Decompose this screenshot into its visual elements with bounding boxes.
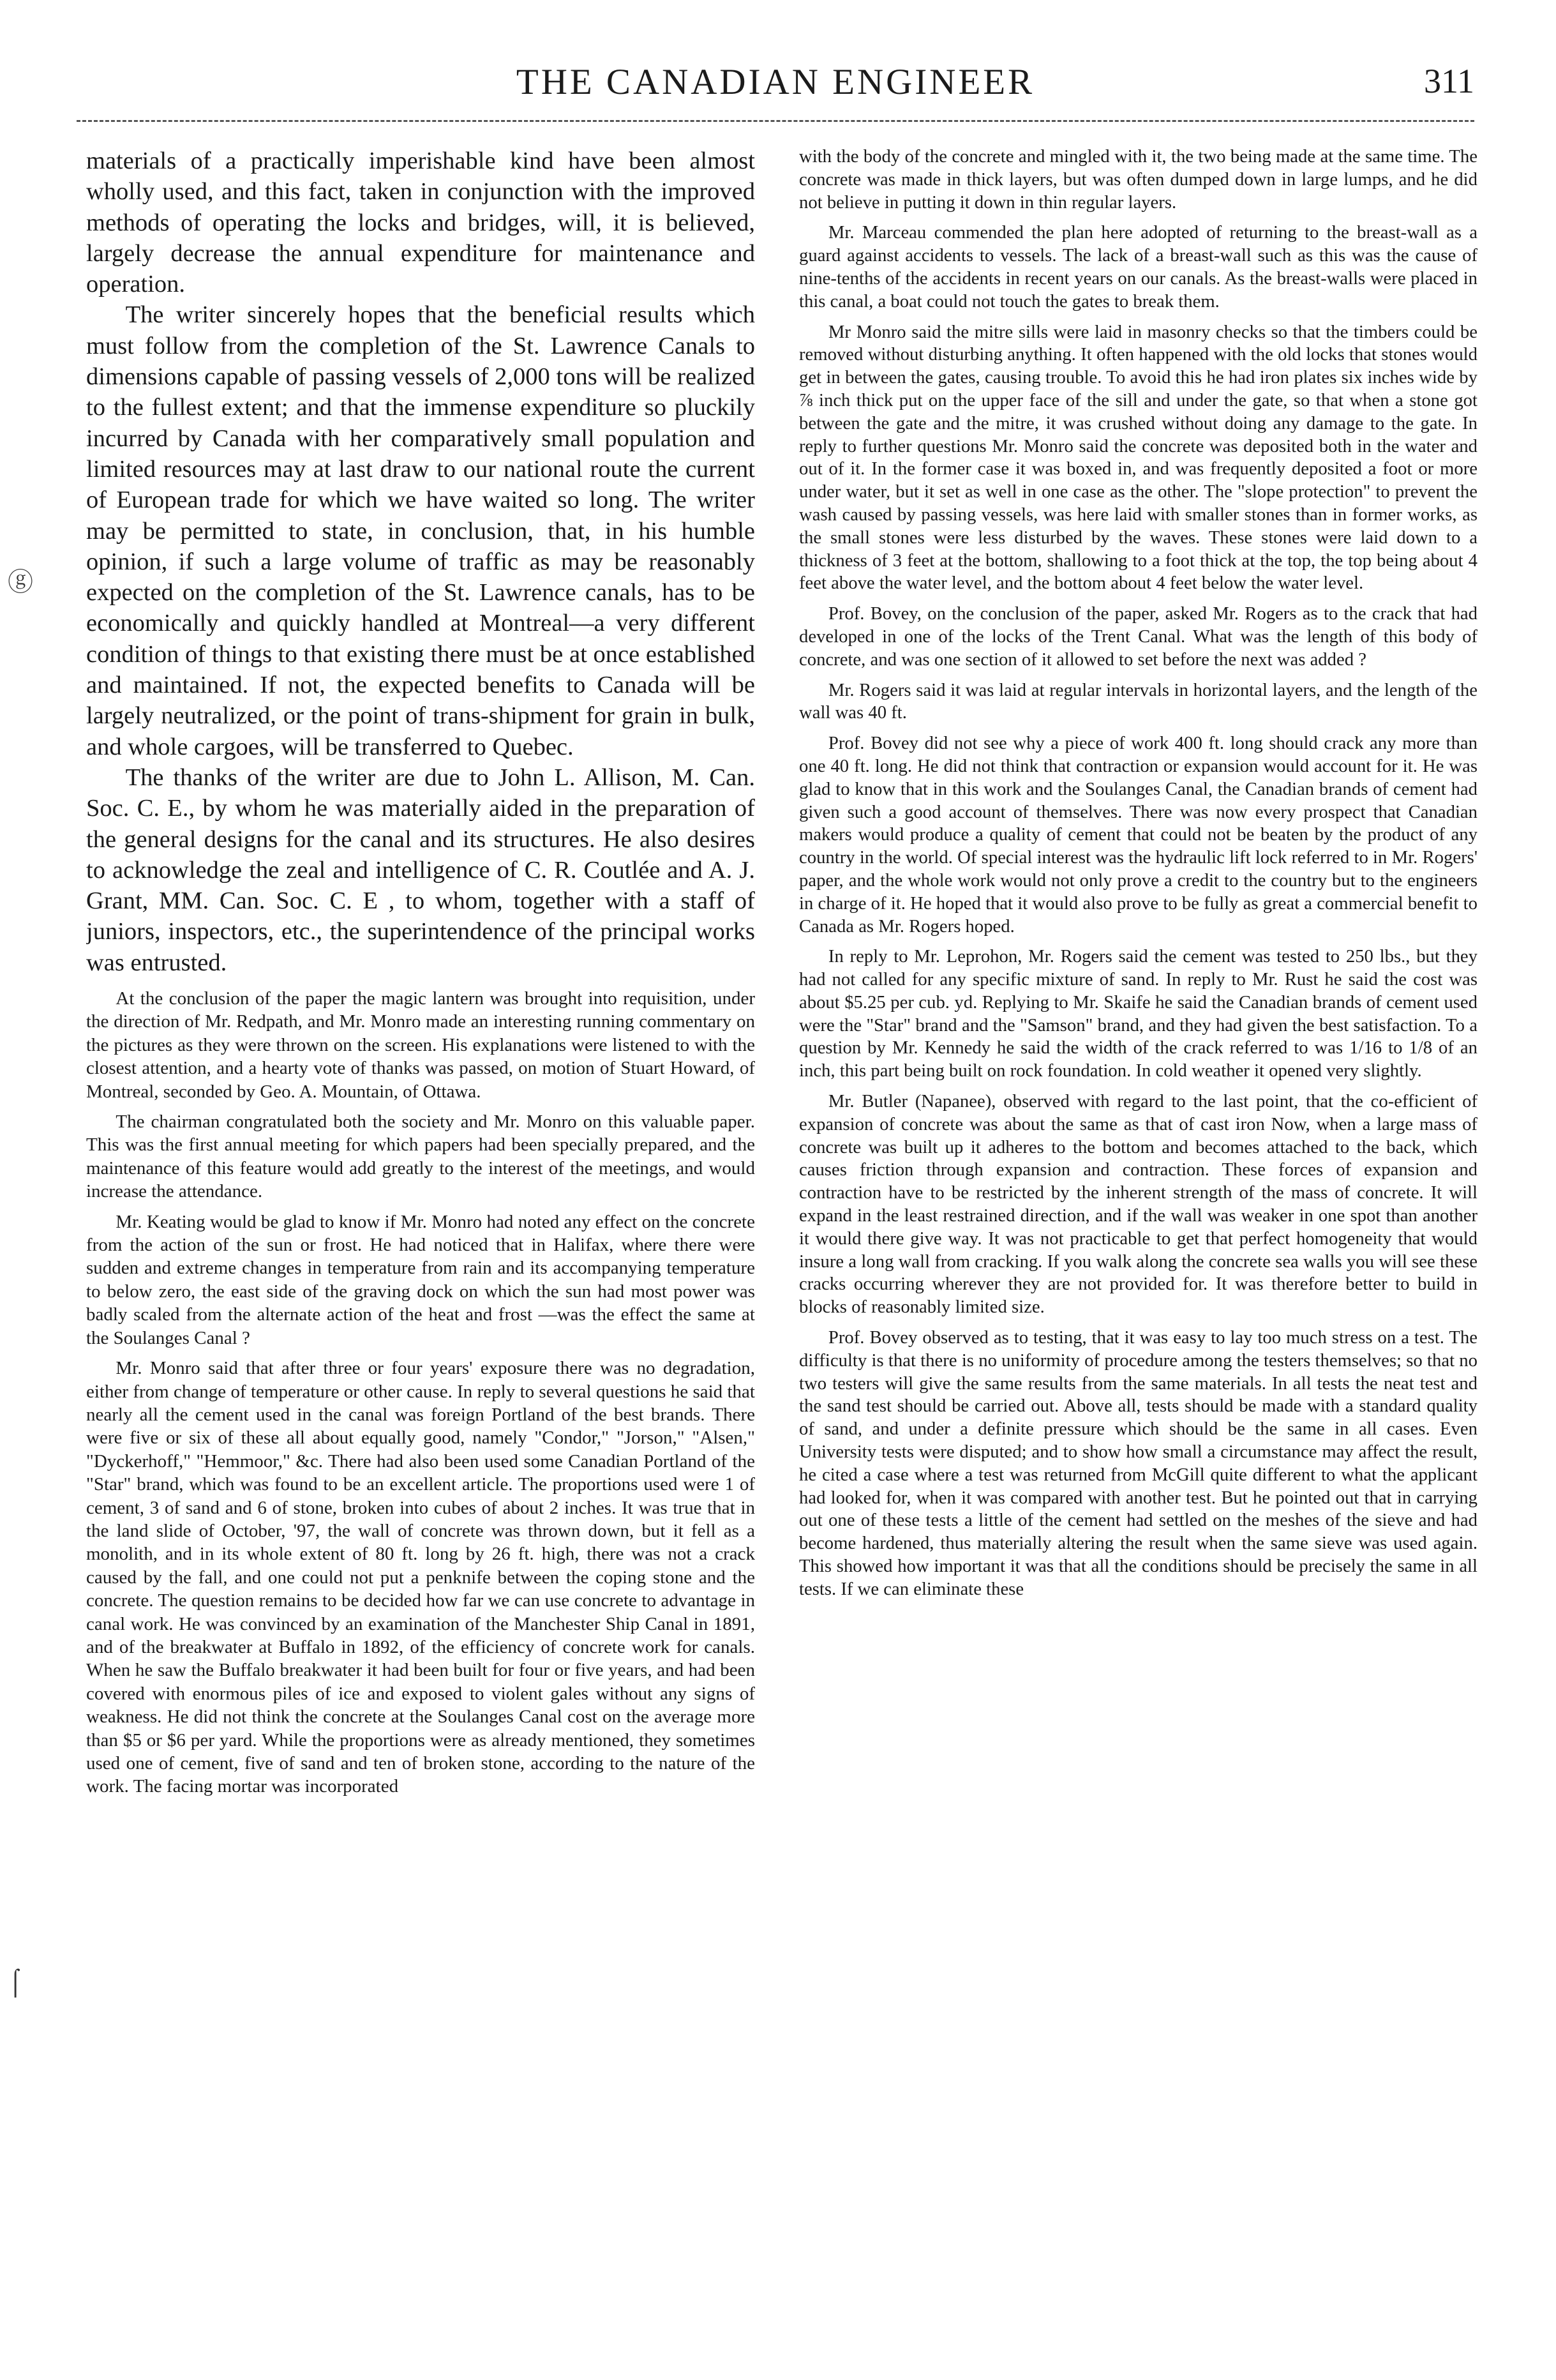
paragraph: Mr. Butler (Napanee), observed with regard to the last point, that the co-efficient of expansion of concrete was about the same as that of cast iron Now, when a large mass of concrete was built up it adheres to the bottom and becomes attached to the back, which causes friction through expansion and contraction. These forces of expansion and contraction have to be restricted by the inherent strength of the mass of concrete. It will expand in the least restrained direction, and if the wall was weaker in one spot than another it would there give way. It was not practicable to get that perfect homogeneity that would insure a long wall from cracking. If you walk along the concrete sea walls you will see these cracks occurring wherever they are not provided for. It was therefore better to build in blocks of reasonably limited size. xyxy=(799,1091,1477,1318)
paragraph: Prof. Bovey, on the conclusion of the paper, asked Mr. Rogers as to the crack that had developed in one of the locks of the Trent Canal. What was the length of this body of concrete, and was one section of it allowed to set before the next was added ? xyxy=(799,603,1477,670)
paragraph: Mr. Monro said that after three or four years' exposure there was no degradation, either from change of temperature or other cause. In reply to several questions he said that nearly all the cement used in the canal was foreign Portland of the best brands. There were five or six of these all about equally good, namely "Condor," "Jorson," "Alsen," "Dyckerhoff," "Hemmoor," &c. There had also been used some Canadian Portland of the "Star" brand, which was found to be an excellent article. The proportions used were 1 of cement, 3 of sand and 6 of stone, broken into cubes of about 2 inches. It was true that in the land slide of October, '97, the wall of concrete was thrown down, but it fell as a monolith, and in its whole extent of 80 ft. long by 26 ft. high, there was not a crack caused by the fall, and one could not put a penknife between the coping stone and the concrete. The question remains to be decided how far we can use concrete to advantage in canal work. He was convinced by an examination of the Manchester Ship Canal in 1891, and of the breakwater at Buffalo in 1892, of the efficiency of concrete work for canals. When he saw the Buffalo breakwater it had been built for four or five years, and had been covered with enormous piles of ice and exposed to violent gales without any signs of weakness. He did not think the concrete at the Soulanges Canal cost on the average more than $5 or $6 per yard. While the proportions were as already mentioned, they sometimes used one of cement, five of sand and ten of broken stone, according to the nature of the work. The facing mortar was incorporated xyxy=(86,1358,755,1797)
discussion-section xyxy=(86,987,755,1798)
paragraph: The thanks of the writer are due to John L. Allison, M. Can. Soc. C. E., by whom he was materially aided in the preparation of the general designs for the canal and its structures. He also desires to acknowledge the zeal and intelligence of C. R. Coutlée and A. J. Grant, MM. Can. Soc. C. E , to whom, together with a staff of juniors, inspectors, etc., the superintendence of the principal works was entrusted. xyxy=(86,764,755,976)
paragraph: The writer sincerely hopes that the beneficial results which must follow from the completion of the St. Lawrence Canals to dimensions capable of passing vessels of 2,000 tons will be realized to the fullest extent; and that the immense expenditure so pluckily incurred by Canada with her comparatively small population and limited resources may at last draw to our national route the current of European trade for which we have waited so long. The writer may be permitted to state, in conclusion, that, in his humble opinion, if such a large volume of traffic as may be reasonably expected on the completion of the St. Lawrence canals, has to be economically and quickly handled at Montreal—a very different condition of things to that existing there must be at once established and maintained. If not, the expected benefits to Canada will be largely neutralized, or the point of trans-shipment for grain in bulk, and whole cargoes, will be transferred to Quebec. xyxy=(86,301,755,760)
left-column xyxy=(86,146,755,2342)
journal-title: THE CANADIAN ENGINEER xyxy=(516,62,1035,102)
running-header xyxy=(77,61,1474,119)
page-number: 311 xyxy=(1424,62,1474,100)
margin-mark: ⌠ xyxy=(8,1967,24,1996)
paragraph: The chairman congratulated both the society and Mr. Monro on this valuable paper. This was the first annual meeting for which papers had been specially prepared, and the maintenance of this feature would add greatly to the interest of the meetings, and would increase the attendance. xyxy=(86,1111,755,1202)
paragraph: Prof. Bovey did not see why a piece of work 400 ft. long should crack any more than one 40 ft. long. He did not think that contraction or expansion would account for it. He was glad to know that in this work and the Soulanges Canal, the Canadian brands of cement had given such a good account of themselves. There was now every prospect that Canadian makers would produce a quality of cement that could not be beaten by the product of any country in the world. Of special interest was the hydraulic lift lock referred to in Mr. Rogers' paper, and the whole work would not only prove a credit to the country but to the engineers in charge of it. He hoped that it would also prove to be fully as great a commercial benefit to Canada as Mr. Rogers hoped. xyxy=(799,733,1477,937)
paragraph: materials of a practically imperishable kind have been almost wholly used, and this fact, taken in conjunction with the improved methods of operating the locks and bridges, will, it is believed, largely decrease the annual expenditure for maintenance and operation. xyxy=(86,147,755,298)
right-column xyxy=(799,146,1477,2342)
article-conclusion xyxy=(86,146,755,978)
paragraph: Mr. Rogers said it was laid at regular intervals in horizontal layers, and the length of the wall was 40 ft. xyxy=(799,679,1477,723)
margin-mark: ⓖ xyxy=(8,568,33,596)
header-rule xyxy=(77,120,1474,122)
paragraph: Mr. Keating would be glad to know if Mr. Monro had noted any effect on the concrete from the action of the sun or frost. He had noticed that in Halifax, where there were sudden and extreme changes in temperature from rain and its accompanying temperature to below zero, the east side of the graving dock on which the sun had most power was badly scaled from the alternate action of the heat and frost —was the effect the same at the Soulanges Canal ? xyxy=(86,1211,755,1348)
paragraph: At the conclusion of the paper the magic lantern was brought into requisition, under the direction of Mr. Redpath, and Mr. Monro made an interesting running commentary on the pictures as they were thrown on the screen. His explanations were listened to with the closest attention, and a hearty vote of thanks was passed, on motion of Stuart Howard, of Montreal, seconded by Geo. A. Mountain, of Ottawa. xyxy=(86,988,755,1102)
paragraph: with the body of the concrete and mingled with it, the two being made at the same time. The concrete was made in thick layers, but was often dumped down in large lumps, and he did not believe in putting it down in thin regular layers. xyxy=(799,146,1477,213)
paragraph: Prof. Bovey observed as to testing, that it was easy to lay too much stress on a test. The difficulty is that there is no uniformity of procedure among the testers themselves; so that no two testers will give the same results from the same materials. In all tests the neat test and the sand test should be carried out. Above all, tests should be made with a standard quality of sand, and under a definite pressure which should be the same in all cases. Even University tests were disputed; and to show how small a circumstance may affect the result, he cited a case where a test was returned from McGill quite different to what the applicant had looked for, when it was compared with another test. But he pointed out that in carrying out one of these tests a little of the cement had settled on the meshes of the sieve and had become hardened, thus materially altering the result when the same sieve was used again. This showed how important it was that all the conditions should be precisely the same in all tests. If we can eliminate these xyxy=(799,1327,1477,1599)
paragraph: In reply to Mr. Leprohon, Mr. Rogers said the cement was tested to 250 lbs., but they had not called for any specific mixture of sand. In reply to Mr. Rust he said the cost was about $5.25 per cub. yd. Replying to Mr. Skaife he said the Canadian brands of cement used were the "Star" brand and the "Samson" brand, and they had given the best satisfaction. To a question by Mr. Kennedy he said the width of the crack referred to was 1/16 to 1/8 of an inch, this part being built on rock foundation. In cold weather it opened very slightly. xyxy=(799,946,1477,1081)
paragraph: Mr. Marceau commended the plan here adopted of returning to the breast-wall as a guard against accidents to vessels. The lack of a breast-wall such as this was the cause of nine-tenths of the accidents in recent years on our canals. As the breast-walls were placed in this canal, a boat could not touch the gates to break them. xyxy=(799,222,1477,312)
paragraph: Mr Monro said the mitre sills were laid in masonry checks so that the timbers could be removed without disturbing anything. It often happened with the old locks that stones would get in between the gates, causing trouble. To avoid this he had iron plates six inches wide by ⅞ inch thick put on the upper face of the sill and under the gate, so that when a stone got between the gate and the mitre, it was crushed without doing any damage to the gate. In reply to further questions Mr. Monro said the concrete was deposited both in the water and out of it. In the former case it was boxed in, and was frequently deposited a foot or more under water, but it set as well in one case as the other. The "slope protection" to prevent the wash caused by passing vessels, was here laid with smaller stones than in former works, as the small stones were less disturbed by the waves. These stones were laid down to a thickness of 3 feet at the bottom, shallowing to a foot thick at the top, the top being about 4 feet above the water level, and the bottom about 4 feet below the water level. xyxy=(799,321,1477,594)
